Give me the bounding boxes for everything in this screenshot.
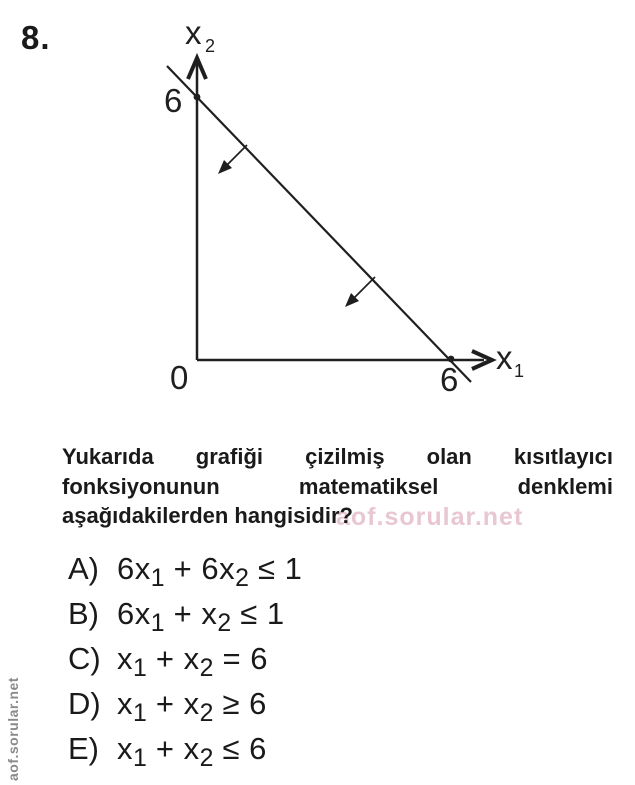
- option-a-letter: A): [68, 551, 99, 586]
- question-text: [62, 442, 613, 531]
- option-d: [68, 686, 302, 731]
- option-b-letter: B): [68, 596, 99, 631]
- y-axis-label-subscript: 2: [205, 36, 216, 56]
- option-d-formula: $x_1 + x_2 \ge 6$: [117, 686, 267, 727]
- option-a: [68, 551, 302, 596]
- constraint-line: [167, 66, 471, 382]
- watermark-left: aof.sorular.net: [5, 677, 21, 781]
- x-axis-label-subscript: 1: [514, 361, 525, 381]
- option-e-formula: $x_1 + x_2 \le 6$: [117, 731, 267, 772]
- option-b-formula: $6x_1 + x_2 \le 1$: [117, 596, 285, 637]
- option-a-formula: $6x_1 + 6x_2 \le 1$: [117, 551, 303, 592]
- watermark-center: aof.sorular.net: [336, 503, 524, 531]
- option-c-letter: C): [68, 641, 101, 676]
- option-b: [68, 596, 302, 641]
- feasible-direction-arrow-lower: [353, 277, 375, 299]
- option-c: [68, 641, 302, 686]
- option-c-formula: $x_1 + x_2 = 6$: [117, 641, 269, 682]
- question-line-2: fonksiyonunun matematiksel denklemi: [62, 473, 613, 499]
- question-line-3: aşağıdakilerden hangisidir?: [62, 503, 353, 528]
- y-intercept-dot: [194, 94, 201, 101]
- option-d-letter: D): [68, 686, 101, 721]
- option-e-letter: E): [68, 731, 99, 766]
- y-intercept-label: 6: [164, 82, 183, 119]
- answer-options: [68, 551, 302, 776]
- question-number: 8.: [21, 19, 51, 56]
- x-intercept-label: 6: [440, 361, 459, 398]
- y-axis-label: x: [185, 14, 202, 51]
- x-axis-label: x: [496, 339, 513, 376]
- question-line-1: Yukarıda grafiği çizilmiş olan kısıtlayıcı: [62, 444, 613, 469]
- option-e: [68, 731, 302, 776]
- feasible-direction-arrow-upper: [226, 145, 247, 166]
- origin-label: 0: [170, 359, 189, 396]
